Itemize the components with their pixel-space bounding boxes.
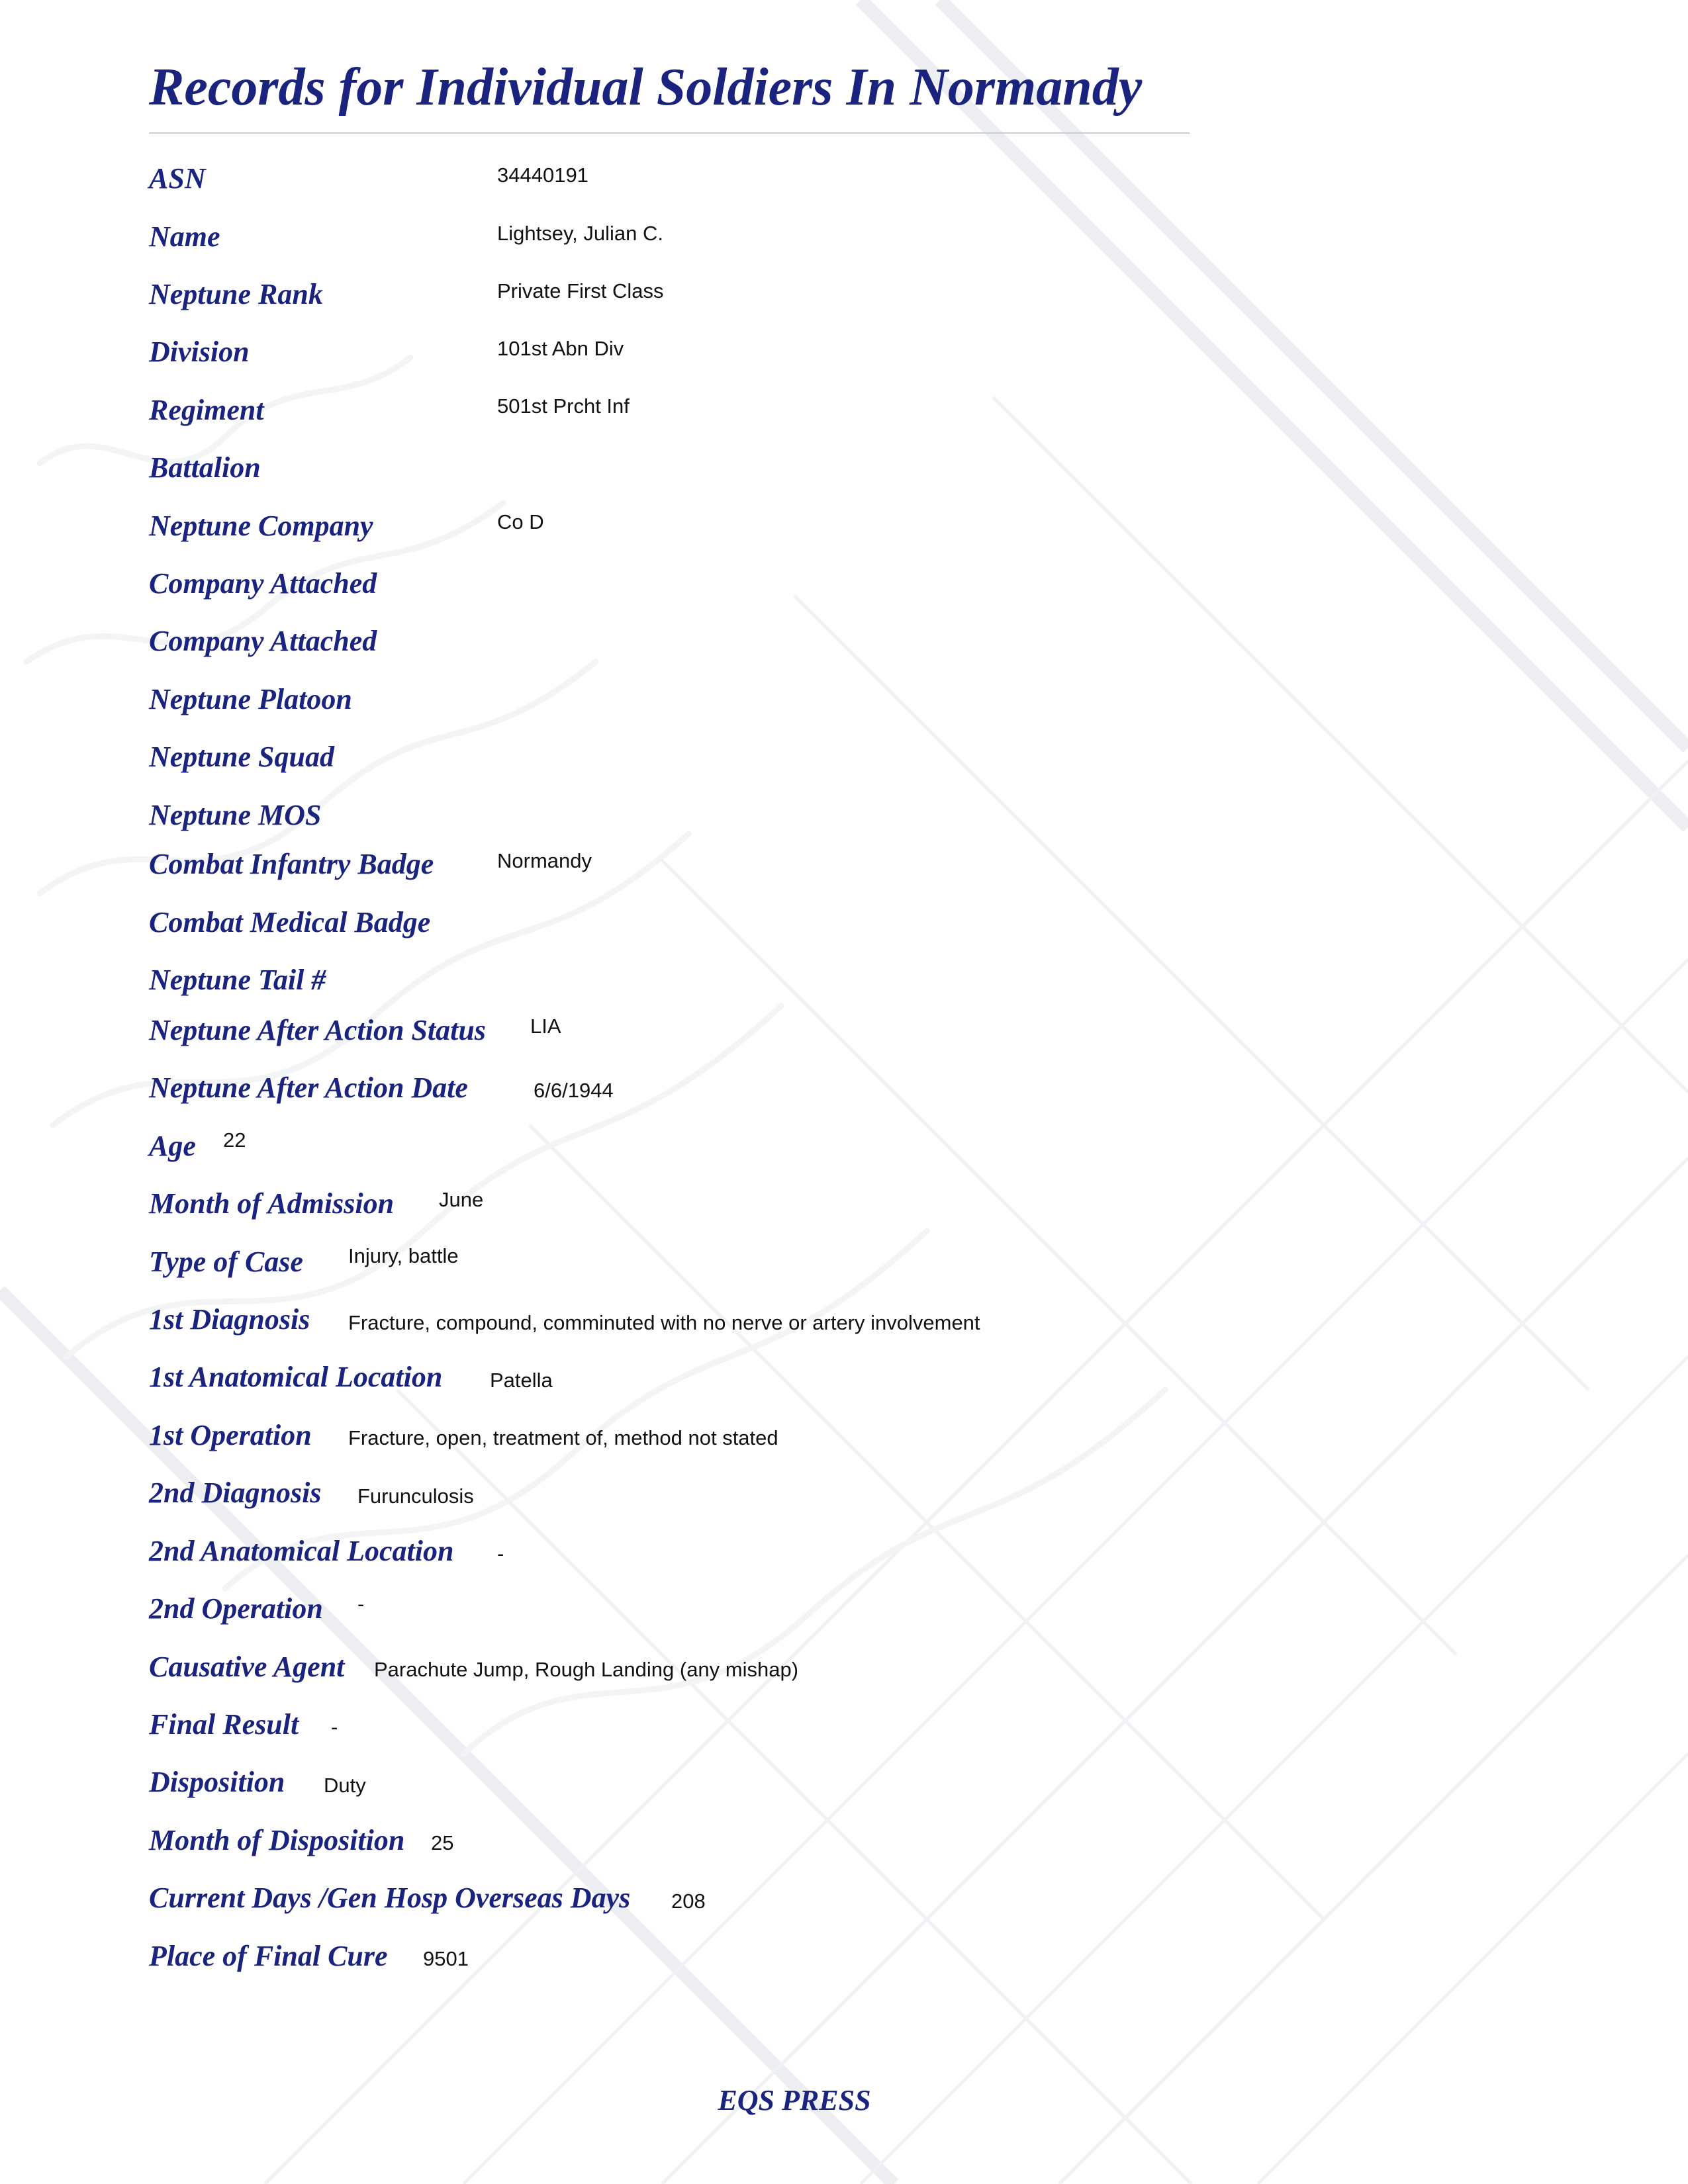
neptune-tail-label: Neptune Tail # — [149, 964, 326, 996]
combat-infantry-badge-value: Normandy — [497, 849, 592, 872]
place-of-final-cure-label: Place of Final Cure — [149, 1940, 388, 1972]
place-of-final-cure-value: 9501 — [423, 1947, 469, 1970]
anatomical-location-2-label: 2nd Anatomical Location — [149, 1535, 454, 1567]
month-of-disposition-label: Month of Disposition — [149, 1824, 405, 1856]
neptune-platoon-label: Neptune Platoon — [149, 683, 352, 715]
disposition-value: Duty — [324, 1774, 366, 1797]
page-title: Records for Individual Soldiers In Normandy — [149, 58, 1143, 116]
operation-2-value: - — [357, 1592, 365, 1615]
anatomical-location-1-value: Patella — [490, 1369, 553, 1392]
company-attached-2-label: Company Attached — [149, 625, 377, 657]
asn-value: 34440191 — [497, 163, 588, 187]
neptune-company-value: Co D — [497, 510, 544, 533]
battalion-label: Battalion — [149, 451, 261, 484]
anatomical-location-2-value: - — [497, 1542, 504, 1565]
regiment-label: Regiment — [149, 394, 264, 426]
age-label: Age — [149, 1130, 196, 1162]
diagnosis-2-value: Furunculosis — [357, 1484, 474, 1508]
neptune-rank-label: Neptune Rank — [149, 278, 323, 310]
type-of-case-label: Type of Case — [149, 1246, 303, 1278]
name-label: Name — [149, 220, 220, 253]
combat-infantry-badge-label: Combat Infantry Badge — [149, 848, 434, 880]
title-divider — [149, 132, 1190, 134]
diagnosis-2-label: 2nd Diagnosis — [149, 1477, 322, 1509]
causative-agent-value: Parachute Jump, Rough Landing (any mishap) — [374, 1658, 799, 1681]
age-value: 22 — [223, 1128, 246, 1152]
current-days-value: 208 — [671, 1889, 706, 1913]
after-action-date-value: 6/6/1944 — [534, 1079, 614, 1102]
neptune-company-label: Neptune Company — [149, 510, 373, 542]
current-days-label: Current Days /Gen Hosp Overseas Days — [149, 1882, 631, 1914]
final-result-value: - — [331, 1715, 338, 1739]
disposition-label: Disposition — [149, 1766, 285, 1798]
neptune-squad-label: Neptune Squad — [149, 741, 334, 773]
operation-2-label: 2nd Operation — [149, 1592, 323, 1625]
combat-medical-badge-label: Combat Medical Badge — [149, 906, 431, 938]
diagnosis-1-value: Fracture, compound, comminuted with no nerve or artery involvement — [348, 1311, 980, 1334]
type-of-case-value: Injury, battle — [348, 1244, 459, 1267]
after-action-status-label: Neptune After Action Status — [149, 1014, 486, 1046]
month-of-admission-label: Month of Admission — [149, 1187, 395, 1220]
asn-label: ASN — [149, 162, 206, 195]
division-label: Division — [149, 336, 250, 368]
month-of-admission-value: June — [439, 1188, 484, 1211]
publisher-footer: EQS PRESS — [718, 2084, 871, 2116]
regiment-value: 501st Prcht Inf — [497, 394, 630, 418]
month-of-disposition-value: 25 — [431, 1831, 454, 1854]
division-value: 101st Abn Div — [497, 337, 624, 360]
company-attached-label: Company Attached — [149, 567, 377, 600]
neptune-mos-label: Neptune MOS — [149, 799, 322, 831]
anatomical-location-1-label: 1st Anatomical Location — [149, 1361, 443, 1393]
causative-agent-label: Causative Agent — [149, 1651, 345, 1683]
name-value: Lightsey, Julian C. — [497, 222, 663, 245]
final-result-label: Final Result — [149, 1708, 299, 1741]
diagnosis-1-label: 1st Diagnosis — [149, 1303, 310, 1336]
neptune-rank-value: Private First Class — [497, 279, 664, 302]
after-action-status-value: LIA — [530, 1015, 561, 1038]
operation-1-label: 1st Operation — [149, 1419, 312, 1451]
operation-1-value: Fracture, open, treatment of, method not stated — [348, 1426, 778, 1449]
after-action-date-label: Neptune After Action Date — [149, 1071, 468, 1104]
